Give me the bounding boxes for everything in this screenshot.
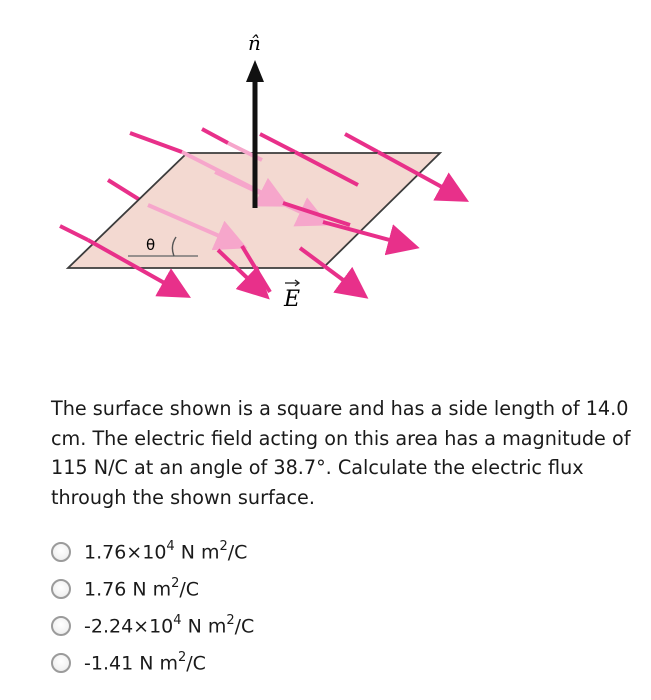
question-text: The surface shown is a square and has a side length of 14.0 cm. The electric field acting on this area has a magnitude of 115 N/C at an angle of 38.7°. Calculate the electric flux through the shown surface. bbox=[51, 397, 631, 509]
radio-button[interactable] bbox=[51, 542, 71, 562]
answer-option-2[interactable] bbox=[51, 571, 611, 606]
answer-label: $-2.24\times 10^4$ N $m^2/C$ bbox=[84, 612, 255, 638]
normal-label: n̂ bbox=[248, 31, 261, 55]
electric-flux-figure bbox=[0, 0, 651, 330]
answer-option-3[interactable] bbox=[51, 608, 611, 643]
answer-option-4[interactable] bbox=[51, 645, 611, 680]
answer-label: $1.76\times 10^4$ N $m^2/C$ bbox=[84, 538, 248, 564]
radio-button[interactable] bbox=[51, 653, 71, 673]
radio-button[interactable] bbox=[51, 616, 71, 636]
answer-options bbox=[51, 534, 611, 682]
radio-button[interactable] bbox=[51, 579, 71, 599]
answer-label: -1.41 N $m^2/C$ bbox=[84, 649, 206, 675]
angle-label: θ bbox=[146, 236, 156, 254]
answer-option-1[interactable] bbox=[51, 534, 611, 569]
field-label: E bbox=[284, 287, 301, 312]
normal-arrowhead bbox=[246, 60, 264, 82]
answer-label: 1.76 N $m^2/C$ bbox=[84, 575, 200, 601]
